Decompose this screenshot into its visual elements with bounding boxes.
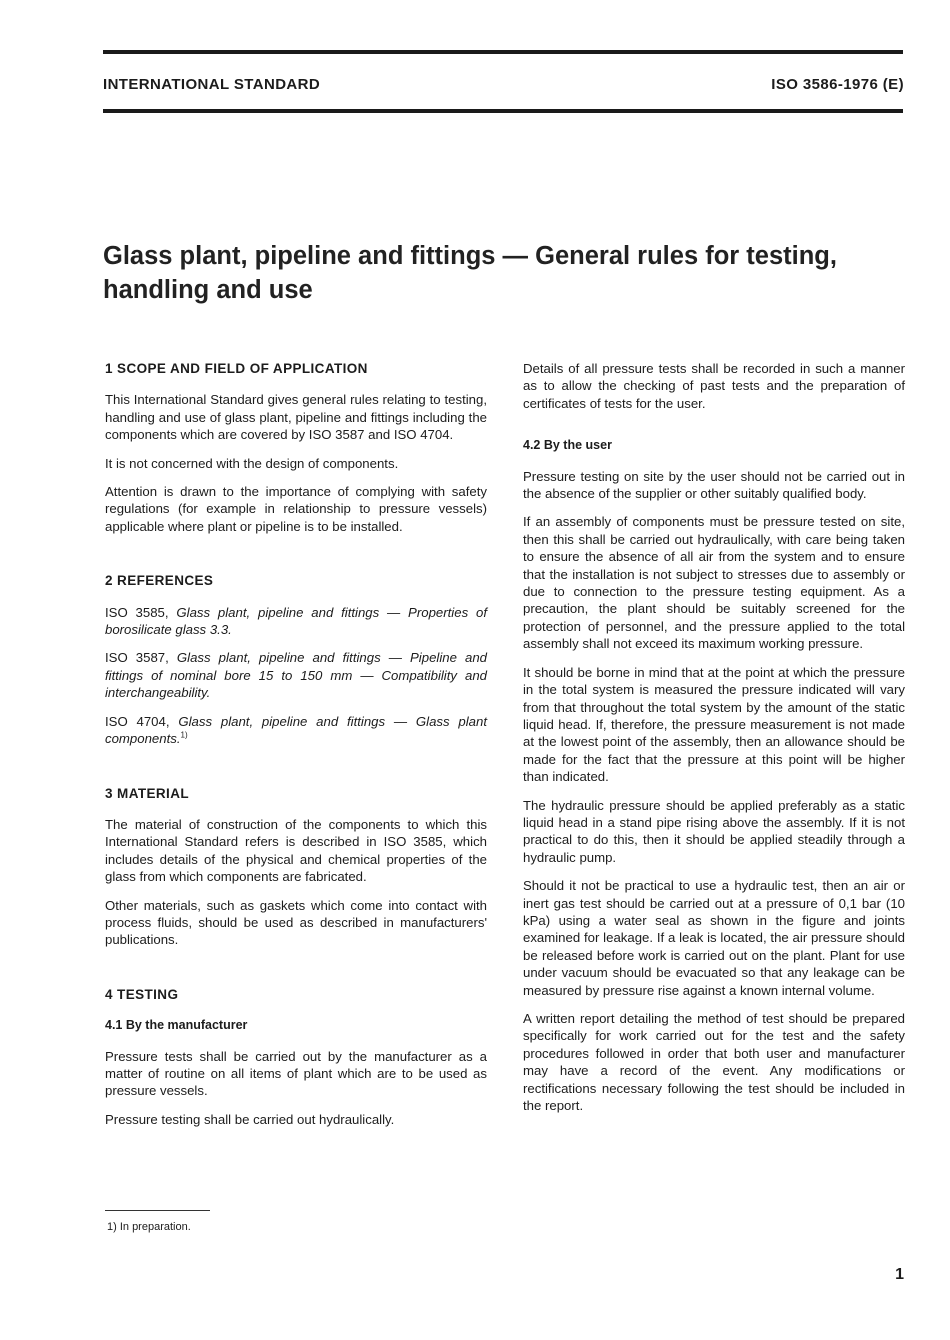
section-1-paragraph: Attention is drawn to the importance of complying with safety regulations (for example in relationship to pressure vessels) applicable where plant or pipeline is to be installed. bbox=[105, 484, 487, 534]
section-3-paragraph: The material of construction of the components to which this International Standard refers is described in ISO 3585, which includes details of the physical and chemical properties of the glass from which components are fabricated. bbox=[105, 816, 487, 885]
section-3-paragraph: Other materials, such as gaskets which come into contact with process fluids, should be used as described in manufacturers' publications. bbox=[105, 897, 487, 948]
reference-title: Glass plant, pipeline and fittings — Properties of borosilicate glass 3.3. bbox=[105, 604, 487, 638]
reference-item bbox=[105, 604, 487, 639]
subsection-4-2-paragraph: It should be borne in mind that at the point at which the pressure in the total system is measured the pressure indicated will vary from that throughout the total system by the amount of the static liquid head. If, therefore, the pressure measurement is not made at the lowest point of the assembly, then an allowance should be made for the fact that the pressure at this point will be higher than indicated. bbox=[523, 664, 905, 785]
reference-code: ISO 3587, bbox=[105, 650, 169, 666]
header-rule-bottom bbox=[103, 109, 903, 113]
section-1-paragraph: It is not concerned with the design of components. bbox=[105, 455, 399, 471]
left-column bbox=[105, 360, 487, 1139]
reference-code: ISO 3585, bbox=[105, 604, 169, 620]
subsection-4-2-paragraph: If an assembly of components must be pressure tested on site, then this shall be carried out hydraulically, with care being taken to ensure the absence of all air from the system and to ensure that the installation is not subject to stresses due to assembly or due to connection to the pressure testing equipment. As a precaution, the plant should be suitably screened for the protection of personnel, and the pressure applied to the total assembly shall not exceed its maximum working pressure. bbox=[523, 514, 905, 652]
footnote-marker: 1) bbox=[180, 730, 188, 740]
reference-code: ISO 4704, bbox=[105, 713, 170, 729]
right-column bbox=[523, 360, 905, 1125]
section-1-paragraph: This International Standard gives general rules relating to testing, handling and use of glass plant, pipeline and fittings including the components which are covered by ISO 3587 and ISO 4704. bbox=[105, 392, 487, 443]
subsection-4-1-paragraph: Pressure testing shall be carried out hydraulically. bbox=[105, 1111, 395, 1127]
subsection-4-2-paragraph: Should it not be practical to use a hydraulic test, then an air or inert gas test should be carried out at a pressure of 0,1 bar (10 kPa) using a water seal as shown in the figure and joints examined for leakage. If a leak is located, the air pressure should be released before work is carried out on the plant. Plant for use under vacuum should be evacuated so that any leakage can be measured by pressure rise against a known internal volume. bbox=[523, 878, 905, 998]
reference-item bbox=[105, 649, 487, 701]
standard-number-label: ISO 3586-1976 (E) bbox=[771, 76, 904, 93]
subsection-4-2-heading: 4.2 By the user bbox=[523, 438, 612, 453]
subsection-4-2-paragraph: Pressure testing on site by the user should not be carried out in the absence of the supplier or other suitably qualified body. bbox=[523, 468, 905, 502]
footnote-rule bbox=[105, 1210, 210, 1211]
reference-title: Glass plant, pipeline and fittings — Glass plant components. bbox=[105, 713, 487, 747]
subsection-4-2-paragraph: A written report detailing the method of test should be prepared specifically for work carried out for the test and the safety procedures followed in order that both user and manufacturer may have a record of the event. Any modifications or rectifications necessary following the test should be included in the report. bbox=[523, 1011, 905, 1114]
section-4-heading: 4 TESTING bbox=[105, 986, 179, 1002]
footnote: 1) In preparation. bbox=[107, 1221, 191, 1233]
header-rule-top bbox=[103, 50, 903, 54]
subsection-4-2-paragraph: The hydraulic pressure should be applied preferably as a static liquid head in a stand pipe rising above the assembly. If it is not practical to do this, then it should be applied steadily through a hydraulic pump. bbox=[523, 797, 905, 865]
reference-item bbox=[105, 713, 487, 748]
subsection-4-1-paragraph: Details of all pressure tests shall be recorded in such a manner as to allow the checking of past tests and the preparation of certificates of tests for the user. bbox=[523, 361, 905, 411]
subsection-4-1-paragraph: Pressure tests shall be carried out by the manufacturer as a matter of routine on all items of plant which are to be used as pressure vessels. bbox=[105, 1048, 487, 1099]
section-1-heading: 1 SCOPE AND FIELD OF APPLICATION bbox=[105, 361, 368, 376]
standard-type-label: INTERNATIONAL STANDARD bbox=[103, 76, 321, 93]
document-title: Glass plant, pipeline and fittings — General rules for testing, handling and use bbox=[103, 242, 837, 305]
reference-title: Glass plant, pipeline and fittings — Pipeline and fittings of nominal bore 15 to 150 mm — Compatibility and interchangeability. bbox=[105, 650, 488, 701]
page-number: 1 bbox=[895, 1266, 904, 1283]
section-3-heading: 3 MATERIAL bbox=[105, 785, 189, 801]
section-2-heading: 2 REFERENCES bbox=[105, 573, 214, 589]
subsection-4-1-heading: 4.1 By the manufacturer bbox=[105, 1018, 248, 1033]
